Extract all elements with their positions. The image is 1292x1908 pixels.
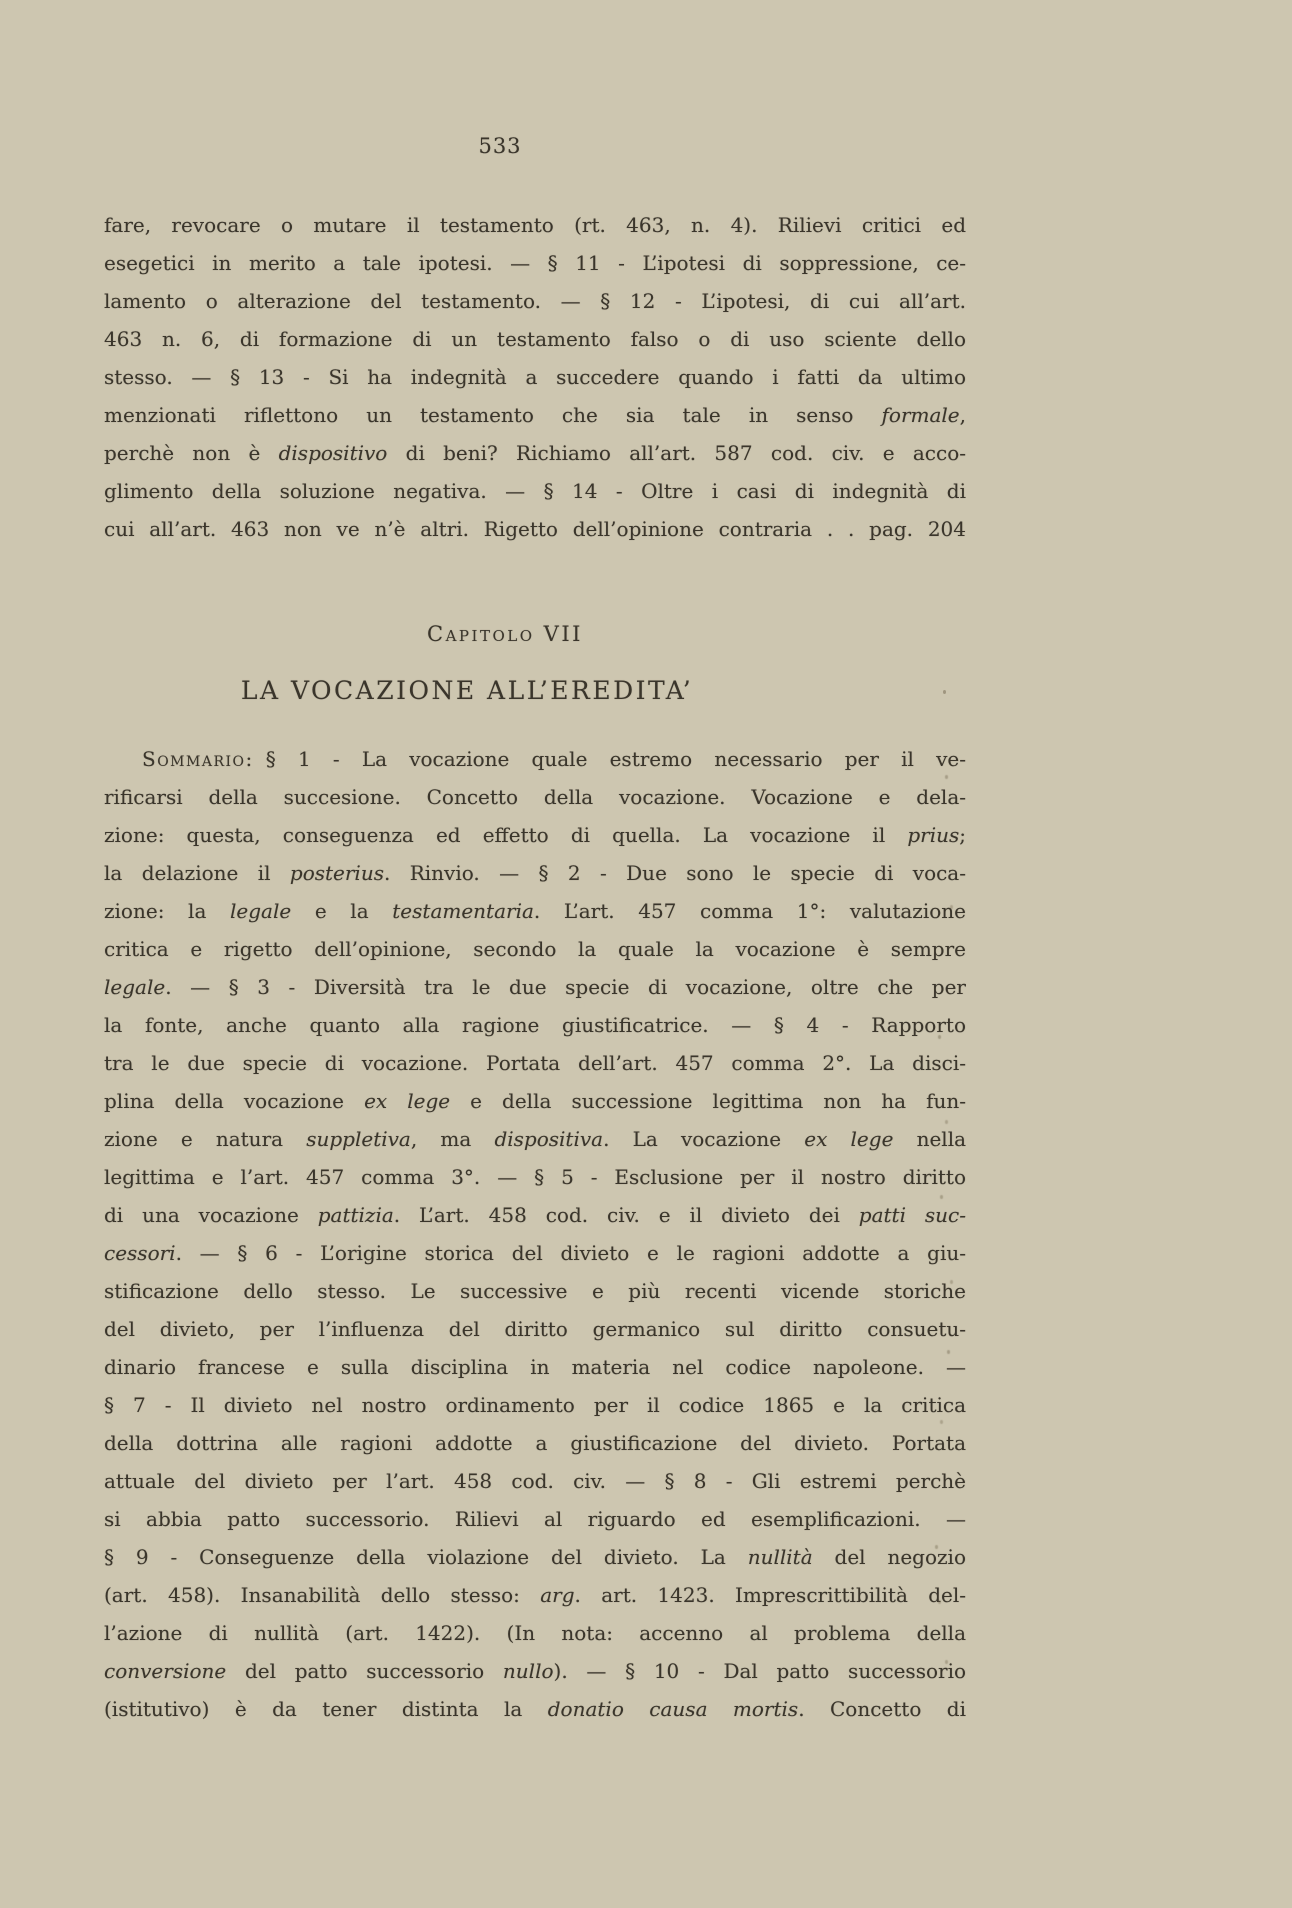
summary-first-line-text: § 1 - La vocazione quale estremo necessario per il ve- (265, 747, 966, 771)
toc-line: menzionati riflettono un testamento che sia tale in senso formale, (104, 403, 966, 427)
chapter-heading: Capitolo VII (427, 622, 583, 646)
summary-line: conversione del patto successorio nullo). — § 10 - Dal patto successorio (104, 1659, 966, 1683)
summary-line: § 7 - Il divieto nel nostro ordinamento per il codice 1865 e la critica (104, 1393, 966, 1417)
toc-line: cui all’art. 463 non ve n’è altri. Rigetto dell’opinione contraria . . pag. 204 (104, 517, 966, 541)
summary-label: Sommario: (142, 747, 254, 771)
summary-line: del divieto, per l’influenza del diritto germanico sul diritto consuetu- (104, 1317, 966, 1341)
summary-line: della dottrina alle ragioni addotte a giustificazione del divieto. Portata (104, 1431, 966, 1455)
summary-line: legale. — § 3 - Diversità tra le due specie di vocazione, oltre che per (104, 975, 966, 999)
summary-line: la fonte, anche quanto alla ragione giustificatrice. — § 4 - Rapporto (104, 1013, 966, 1037)
toc-line: stesso. — § 13 - Si ha indegnità a succedere quando i fatti da ultimo (104, 365, 966, 389)
summary-line: § 9 - Conseguenze della violazione del divieto. La nullità del negozio (104, 1545, 966, 1569)
toc-line: 463 n. 6, di formazione di un testamento falso o di uso sciente dello (104, 327, 966, 351)
toc-continuation-paragraph (104, 206, 966, 548)
toc-line: esegetici in merito a tale ipotesi. — § 11 - L’ipotesi di soppressione, ce- (104, 251, 966, 275)
dust-specks (943, 690, 946, 694)
summary-line: legittima e l’art. 457 comma 3°. — § 5 - Esclusione per il nostro diritto (104, 1165, 966, 1189)
chapter-title: LA VOCAZIONE ALL’EREDITA’ (240, 676, 694, 705)
summary-first-line (104, 740, 966, 778)
toc-line: lamento o alterazione del testamento. — § 12 - L’ipotesi, di cui all’art. (104, 289, 966, 313)
summary-line: (istitutivo) è da tener distinta la donatio causa mortis. Concetto di (104, 1697, 966, 1721)
summary-line: si abbia patto successorio. Rilievi al riguardo ed esemplificazioni. — (104, 1507, 966, 1531)
summary-lines (104, 778, 966, 1728)
summary-line: zione: la legale e la testamentaria. L’art. 457 comma 1°: valutazione (104, 899, 966, 923)
summary-line: zione e natura suppletiva, ma dispositiva. La vocazione ex lege nella (104, 1127, 966, 1151)
summary-line: critica e rigetto dell’opinione, secondo la quale la vocazione è sempre (104, 937, 966, 961)
summary-line: (art. 458). Insanabilità dello stesso: arg. art. 1423. Imprescrittibilità del- (104, 1583, 966, 1607)
summary-line: cessori. — § 6 - L’origine storica del divieto e le ragioni addotte a giu- (104, 1241, 966, 1265)
summary-paragraph (104, 740, 966, 1728)
toc-line: glimento della soluzione negativa. — § 14 - Oltre i casi di indegnità di (104, 479, 966, 503)
toc-line: fare, revocare o mutare il testamento (rt. 463, n. 4). Rilievi critici ed (104, 213, 966, 237)
summary-line: zione: questa, conseguenza ed effetto di quella. La vocazione il prius; (104, 823, 966, 847)
summary-line: dinario francese e sulla disciplina in materia nel codice napoleone. — (104, 1355, 966, 1379)
summary-line: di una vocazione pattizia. L’art. 458 cod. civ. e il divieto dei patti suc- (104, 1203, 966, 1227)
toc-line: perchè non è dispositivo di beni? Richiamo all’art. 587 cod. civ. e acco- (104, 441, 966, 465)
summary-line: tra le due specie di vocazione. Portata dell’art. 457 comma 2°. La disci- (104, 1051, 966, 1075)
summary-line: plina della vocazione ex lege e della successione legittima non ha fun- (104, 1089, 966, 1113)
summary-line: attuale del divieto per l’art. 458 cod. civ. — § 8 - Gli estremi perchè (104, 1469, 966, 1493)
summary-line: l’azione di nullità (art. 1422). (In nota: accenno al problema della (104, 1621, 966, 1645)
summary-line: rificarsi della succesione. Concetto della vocazione. Vocazione e dela- (104, 785, 966, 809)
summary-line: stificazione dello stesso. Le successive e più recenti vicende storiche (104, 1279, 966, 1303)
summary-line: la delazione il posterius. Rinvio. — § 2 - Due sono le specie di voca- (104, 861, 966, 885)
page-number: 533 (478, 134, 522, 158)
